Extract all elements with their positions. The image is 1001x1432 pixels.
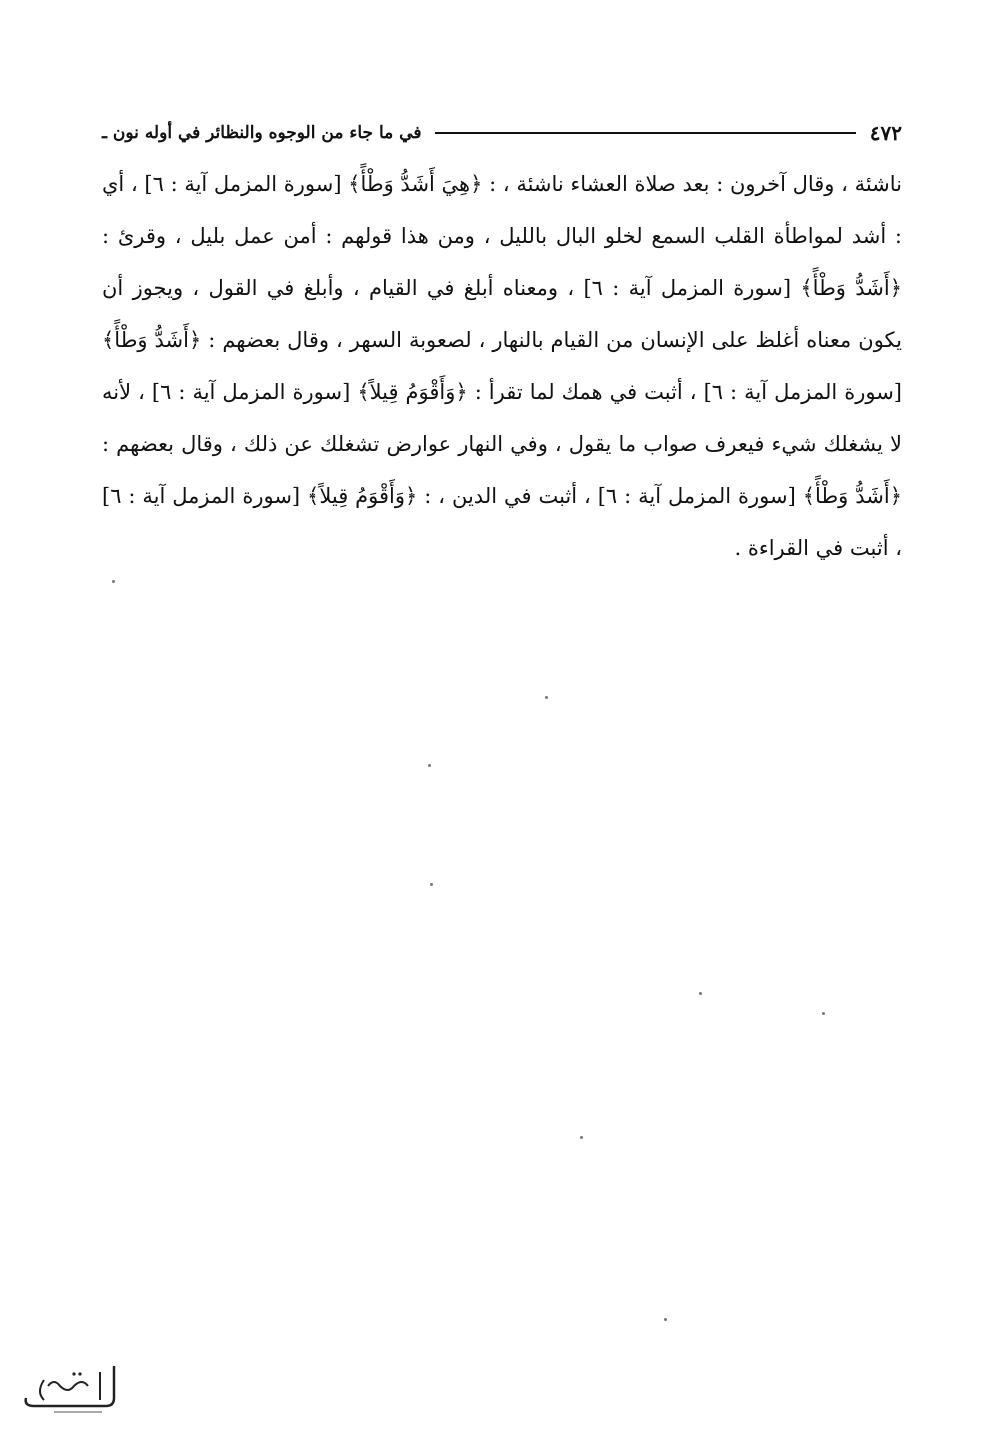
scan-speck [580,1136,583,1139]
calligraphic-logo-icon [14,1356,124,1416]
running-title: في ما جاء من الوجوه والنظائر في أوله نون ـ [102,123,422,143]
scan-speck [428,764,431,767]
scan-speck [822,1012,825,1015]
scan-speck [112,580,115,583]
scan-speck [699,992,702,995]
scan-speck [664,1318,667,1321]
scan-speck [430,883,433,886]
scan-speck [545,696,548,699]
body-paragraph: ناشئة ، وقال آخرون : بعد صلاة العشاء ناشئة ، : ﴿هِيَ أَشَدُّ وَطْأً﴾ [سورة المزمل آية : ٦] ، أي : أشد لمواطأة القلب السمع لخلو البال بالليل ، ومن هذا قولهم : أمن عمل بليل ، وقرئ : ﴿أَشَدُّ وَطْأً﴾ [سورة المزمل آية : ٦] ، ومعناه أبلغ في القيام ، وأبلغ في القول ، ويجوز أن يكون معناه أغلظ على الإنسان من القيام بالنهار ، لصعوبة السهر ، وقال بعضهم : ﴿أَشَدُّ وَطْأً﴾ [سورة المزمل آية : ٦] ، أثبت في همك لما تقرأ : ﴿وَأَقْوَمُ قِيلاً﴾ [سورة المزمل آية : ٦] ، لأنه لا يشغلك شيء فيعرف صواب ما يقول ، وفي النهار عوارض تشغلك عن ذلك ، وقال بعضهم : ﴿أَشَدُّ وَطْأً﴾ [سورة المزمل آية : ٦] ، أثبت في الدين ، : ﴿وَأَقْوَمُ قِيلاً﴾ [سورة المزمل آية : ٦] ، أثبت في القراءة . [102,172,902,560]
page-number: ٤٧٢ [869,121,902,145]
